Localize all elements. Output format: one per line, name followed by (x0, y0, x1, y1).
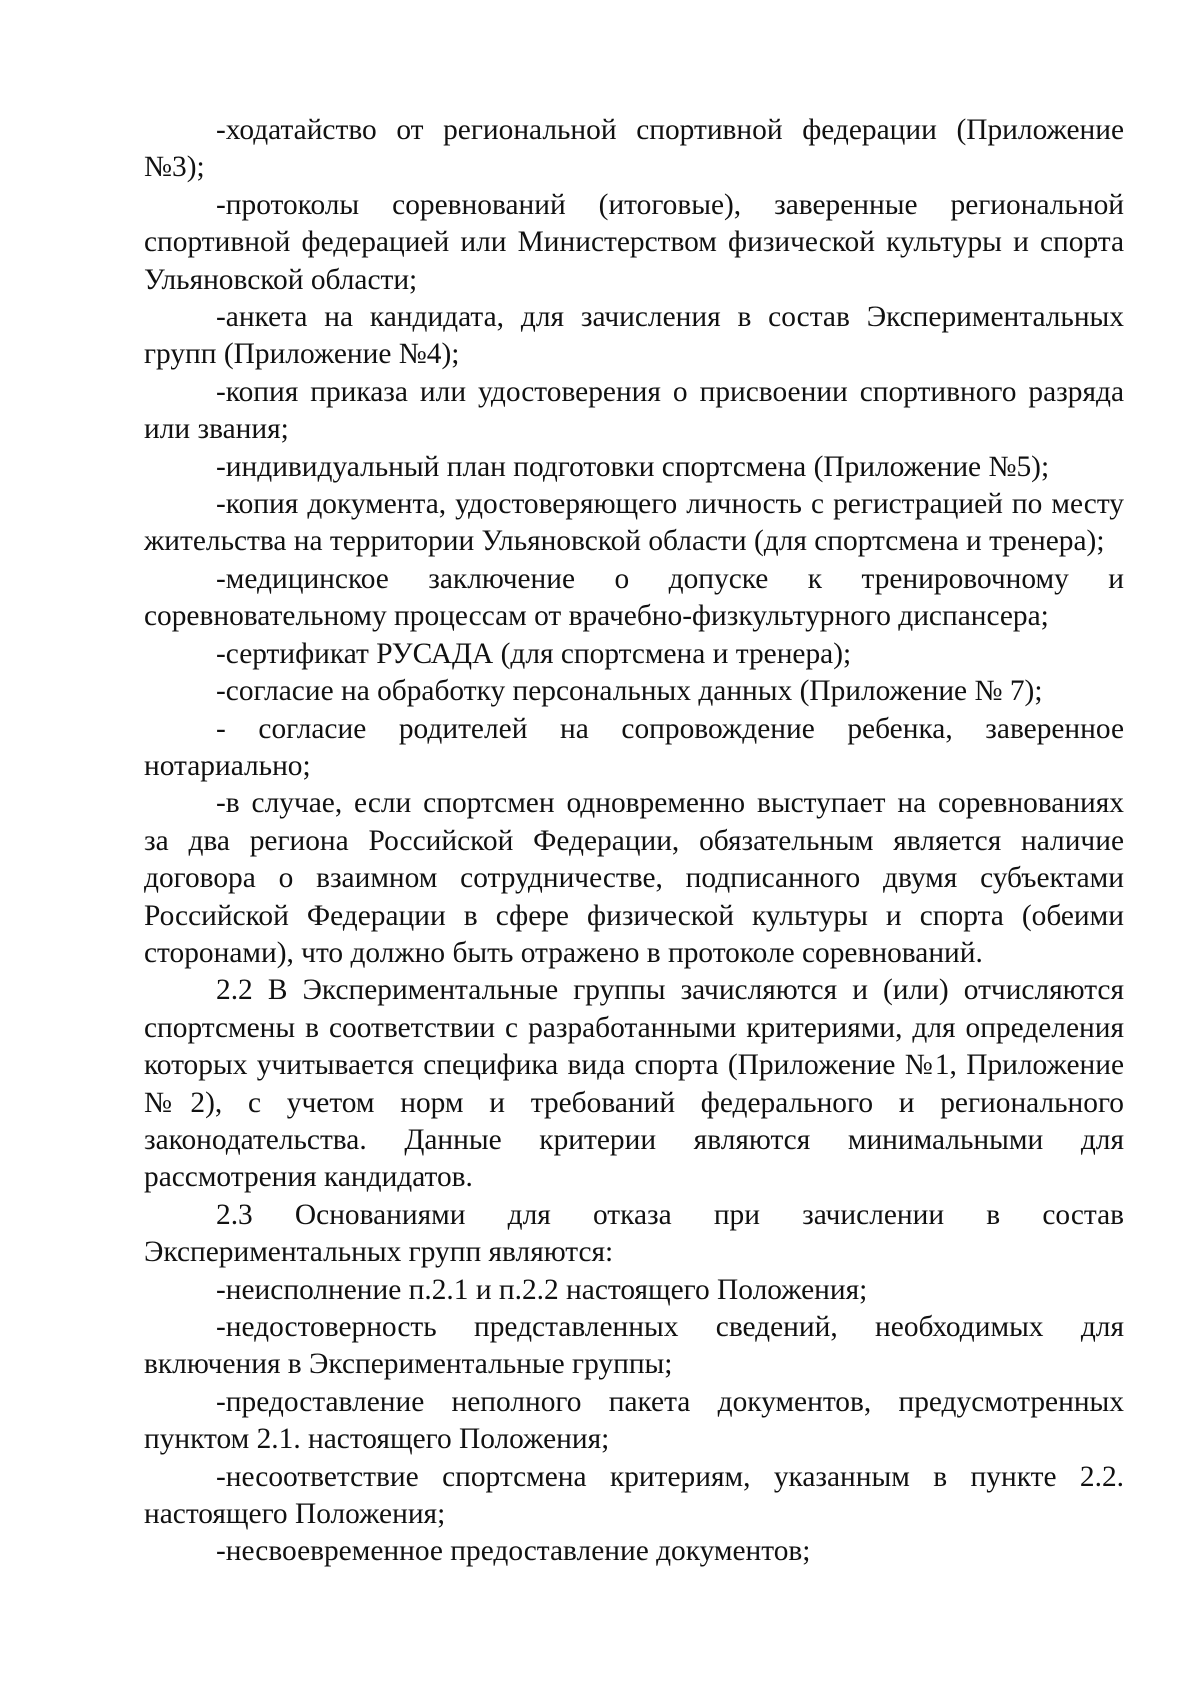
paragraph-section-2-3: 2.3 Основаниями для отказа при зачислении в состав Экспериментальных групп являются: (144, 1198, 1124, 1269)
paragraph-competition-protocols: -протоколы соревнований (итоговые), заверенные региональной спортивной федерацией или Министерством физической культуры и спорта Ульяновской области; (144, 188, 1124, 296)
paragraph-late-submission: -несвоевременное предоставление документов; (216, 1535, 811, 1568)
paragraph-petition: -ходатайство от региональной спортивной федерации (Приложение №3); (144, 114, 1124, 184)
paragraph-medical-certificate: -медицинское заключение о допуске к тренировочному и соревновательному процессам от врачебно-физкультурного диспансера; (144, 562, 1124, 633)
paragraph-two-regions-agreement: -в случае, если спортсмен одновременно выступает на соревнованиях за два региона Российской Федерации, обязательным является наличие договора о взаимном сотрудничестве, подписанного двумя субъектами Российской Федерации в сфере физической культуры и спорта (обеими сторонами), что должно быть отражено в протоколе соревнований. (144, 787, 1124, 969)
paragraph-training-plan: -индивидуальный план подготовки спортсмена (Приложение №5); (216, 450, 1050, 483)
paragraph-non-fulfillment: -неисполнение п.2.1 и п.2.2 настоящего Положения; (216, 1273, 868, 1306)
paragraph-incomplete-package: -предоставление неполного пакета документов, предусмотренных пунктом 2.1. настоящего Положения; (144, 1385, 1124, 1456)
paragraph-candidate-form: -анкета на кандидата, для зачисления в состав Экспериментальных групп (Приложение №4); (144, 301, 1124, 371)
paragraph-identity-document: -копия документа, удостоверяющего личность с регистрацией по месту жительства на территории Ульяновской области (для спортсмена и тренера); (144, 488, 1124, 558)
paragraph-section-2-2: 2.2 В Экспериментальные группы зачисляются и (или) отчисляются спортсмены в соответствии с разработанными критериями, для определения которых учитывается специфика вида спорта (Приложение №1, Приложение №2), с учетом норм и требований федерального и регионального законодательства. Данные критерии являются минимальными для рассмотрения кандидатов. (144, 974, 1124, 1194)
paragraph-data-consent: -согласие на обработку персональных данных (Приложение № 7); (216, 675, 1043, 708)
paragraph-rusada-certificate: -сертификат РУСАДА (для спортсмена и тренера); (216, 637, 852, 670)
paragraph-unreliable-info: -недостоверность представленных сведений, необходимых для включения в Экспериментальные группы; (144, 1311, 1124, 1381)
paragraph-parent-consent: - согласие родителей на сопровождение ребенка, заверенное нотариально; (144, 712, 1124, 782)
paragraph-criteria-mismatch: -несоответствие спортсмена критериям, указанным в пункте 2.2. настоящего Положения; (144, 1460, 1124, 1531)
paragraph-rank-order-copy: -копия приказа или удостоверения о присвоении спортивного разряда или звания; (144, 375, 1124, 446)
document-page (144, 112, 1124, 1571)
